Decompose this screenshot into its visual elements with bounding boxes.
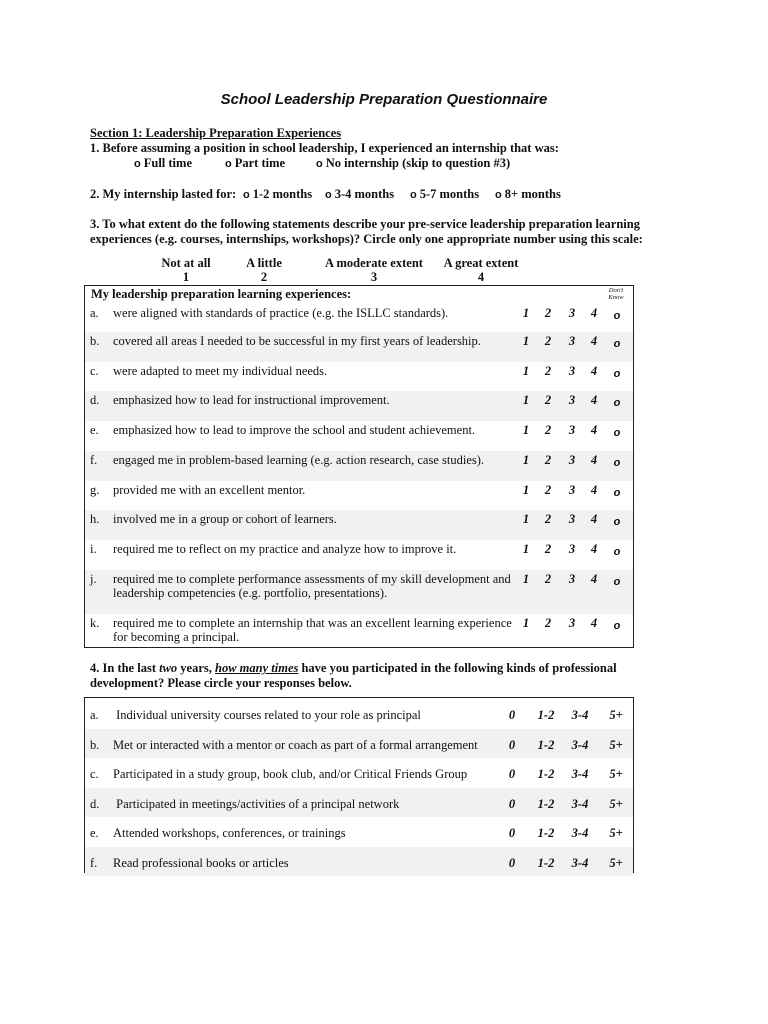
frequency-option-3[interactable]: 5+ <box>609 855 623 870</box>
q2-option-8-plus-months[interactable]: o 8+ months <box>495 187 561 201</box>
rating-option-4[interactable]: 4 <box>590 306 598 320</box>
rating-option-1[interactable]: 1 <box>522 423 530 437</box>
item-letter: b. <box>90 334 100 348</box>
row-content <box>85 364 633 394</box>
q2-option-1-2-months[interactable]: o 1-2 months <box>243 187 313 201</box>
dont-know-option[interactable]: o <box>613 620 621 632</box>
frequency-option-1[interactable]: 1-2 <box>537 767 555 781</box>
rating-option-1[interactable]: 1 <box>522 453 530 467</box>
q1-option-full-time[interactable]: o Full time <box>134 156 192 170</box>
frequency-option-0[interactable]: 0 <box>508 855 516 870</box>
table-row <box>85 332 633 362</box>
rating-option-2[interactable]: 2 <box>544 334 552 348</box>
rating-option-4[interactable]: 4 <box>590 334 598 348</box>
rating-option-4[interactable]: 4 <box>590 364 598 378</box>
table-row <box>85 570 633 614</box>
rating-option-1[interactable]: 1 <box>522 572 530 586</box>
dont-know-option[interactable]: o <box>613 576 621 588</box>
item-letter: a. <box>90 306 99 320</box>
item-letter: h. <box>90 512 100 526</box>
frequency-option-3[interactable]: 5+ <box>609 796 623 811</box>
radio-circle-icon: o <box>325 189 332 201</box>
frequency-option-2[interactable]: 3-4 <box>571 737 589 752</box>
leadership-experiences-table <box>84 285 634 648</box>
radio-circle-icon: o <box>243 189 250 201</box>
frequency-option-0[interactable]: 0 <box>508 708 516 722</box>
item-statement: engaged me in problem-based learning (e.g. action research, case studies). <box>113 453 485 467</box>
rating-option-3[interactable]: 3 <box>568 483 576 497</box>
radio-circle-icon: o <box>225 158 232 170</box>
frequency-option-0[interactable]: 0 <box>508 767 516 781</box>
item-letter: g. <box>90 483 100 497</box>
frequency-option-3[interactable]: 5+ <box>609 767 623 781</box>
rating-option-2[interactable]: 2 <box>544 423 552 437</box>
item-statement: covered all areas I needed to be successful in my first years of leadership. <box>113 334 481 348</box>
item-letter: e. <box>90 826 99 840</box>
item-statement: required me to complete an internship that was an excellent learning experience for becoming a principal. <box>113 616 512 644</box>
scale-label-4: A great extent 4 <box>443 256 519 284</box>
row-content <box>85 483 633 513</box>
table-row <box>85 304 633 328</box>
frequency-option-2[interactable]: 3-4 <box>571 855 589 870</box>
table-row <box>85 758 633 787</box>
rating-option-1[interactable]: 1 <box>522 364 530 378</box>
table-row <box>85 510 633 540</box>
dont-know-option[interactable]: o <box>613 516 621 528</box>
row-content <box>85 423 633 453</box>
table-row <box>85 847 633 876</box>
section-heading: Section 1: Leadership Preparation Experiences <box>90 126 342 140</box>
row-content <box>85 616 633 646</box>
frequency-option-2[interactable]: 3-4 <box>571 708 589 722</box>
item-letter: d. <box>90 796 100 811</box>
q2-option-3-4-months[interactable]: o 3-4 months <box>325 187 395 201</box>
frequency-option-2[interactable]: 3-4 <box>571 796 589 811</box>
row-content <box>85 512 633 542</box>
row-content <box>85 542 633 572</box>
item-statement: Participated in meetings/activities of a principal network <box>113 796 400 811</box>
table-row <box>85 421 633 451</box>
question-2-text: 2. My internship lasted for: <box>90 187 237 201</box>
table-row <box>85 729 633 758</box>
dont-know-option[interactable]: o <box>613 397 621 409</box>
rating-option-4[interactable]: 4 <box>590 393 598 407</box>
rating-option-2[interactable]: 2 <box>544 483 552 497</box>
dont-know-option[interactable]: o <box>613 427 621 439</box>
item-statement: Met or interacted with a mentor or coach as part of a formal arrangement <box>113 737 478 752</box>
rating-option-3[interactable]: 3 <box>568 572 576 586</box>
q1-option-part-time[interactable]: o Part time <box>225 156 286 170</box>
item-statement: Read professional books or articles <box>113 855 289 870</box>
item-statement: provided me with an excellent mentor. <box>113 483 306 497</box>
item-letter: c. <box>90 767 99 781</box>
rating-option-2[interactable]: 2 <box>544 512 552 526</box>
rating-option-3[interactable]: 3 <box>568 334 576 348</box>
table-row <box>85 540 633 570</box>
professional-development-table <box>84 697 634 873</box>
item-letter: d. <box>90 393 100 407</box>
item-letter: c. <box>90 364 99 378</box>
row-content <box>85 453 633 483</box>
dont-know-option[interactable]: o <box>613 457 621 469</box>
rating-option-1[interactable]: 1 <box>522 334 530 348</box>
rating-option-1[interactable]: 1 <box>522 393 530 407</box>
dont-know-option[interactable]: o <box>613 487 621 499</box>
rating-option-2[interactable]: 2 <box>544 364 552 378</box>
dont-know-option[interactable]: o <box>613 338 621 350</box>
frequency-option-3[interactable]: 5+ <box>609 826 623 840</box>
frequency-option-3[interactable]: 5+ <box>609 737 623 752</box>
rating-option-3[interactable]: 3 <box>568 423 576 437</box>
frequency-option-1[interactable]: 1-2 <box>537 855 555 870</box>
item-statement: required me to reflect on my practice and analyze how to improve it. <box>113 542 457 556</box>
rating-option-3[interactable]: 3 <box>568 616 576 630</box>
rating-option-3[interactable]: 3 <box>568 512 576 526</box>
rating-option-4[interactable]: 4 <box>590 453 598 467</box>
rating-option-1[interactable]: 1 <box>522 512 530 526</box>
rating-option-4[interactable]: 4 <box>590 423 598 437</box>
table-row <box>85 451 633 481</box>
frequency-option-0[interactable]: 0 <box>508 796 516 811</box>
frequency-option-0[interactable]: 0 <box>508 826 516 840</box>
item-letter: f. <box>90 855 98 870</box>
radio-circle-icon: o <box>410 189 417 201</box>
radio-circle-icon: o <box>316 158 323 170</box>
item-letter: e. <box>90 423 99 437</box>
rating-option-4[interactable]: 4 <box>590 542 598 556</box>
frequency-option-1[interactable]: 1-2 <box>537 796 555 811</box>
item-statement: required me to complete performance assessments of my skill development and leadership competencies (e.g. portfolio, presentations). <box>113 572 511 600</box>
rating-option-3[interactable]: 3 <box>568 306 576 320</box>
rating-option-2[interactable]: 2 <box>544 393 552 407</box>
rating-option-4[interactable]: 4 <box>590 512 598 526</box>
item-statement: were aligned with standards of practice (e.g. the ISLLC standards). <box>113 306 449 320</box>
scale-label-3: A moderate extent 3 <box>325 256 423 284</box>
frequency-option-1[interactable]: 1-2 <box>537 826 555 840</box>
scale-label-1: Not at all 1 <box>161 256 211 284</box>
item-letter: a. <box>90 708 99 722</box>
q2-option-5-7-months[interactable]: o 5-7 months <box>410 187 480 201</box>
table-row <box>85 817 633 846</box>
rating-option-3[interactable]: 3 <box>568 393 576 407</box>
row-content <box>85 306 633 330</box>
table-row <box>85 614 633 644</box>
row-content <box>85 572 633 616</box>
dont-know-option[interactable]: o <box>613 546 621 558</box>
rating-option-3[interactable]: 3 <box>568 453 576 467</box>
question-1-text: 1. Before assuming a position in school leadership, I experienced an internship that was: <box>90 141 559 155</box>
rating-option-3[interactable]: 3 <box>568 542 576 556</box>
item-letter: i. <box>90 542 97 556</box>
rating-option-4[interactable]: 4 <box>590 616 598 630</box>
frequency-option-1[interactable]: 1-2 <box>537 737 555 752</box>
item-statement: Attended workshops, conferences, or trainings <box>113 826 346 840</box>
item-statement: emphasized how to lead for instructional improvement. <box>113 393 390 407</box>
q1-option-no-internship[interactable]: o No internship (skip to question #3) <box>316 156 511 170</box>
table-row <box>85 362 633 392</box>
rating-option-3[interactable]: 3 <box>568 364 576 378</box>
frequency-option-1[interactable]: 1-2 <box>537 708 555 722</box>
item-letter: j. <box>90 572 97 586</box>
item-statement: Individual university courses related to your role as principal <box>113 708 421 722</box>
table-row <box>85 788 633 817</box>
table-row <box>85 699 633 728</box>
frequency-option-2[interactable]: 3-4 <box>571 826 589 840</box>
table-heading: My leadership preparation learning experiences: <box>91 287 352 301</box>
rating-option-1[interactable]: 1 <box>522 616 530 630</box>
rating-option-1[interactable]: 1 <box>522 542 530 556</box>
item-statement: involved me in a group or cohort of learners. <box>113 512 337 526</box>
dont-know-option[interactable]: o <box>613 310 621 322</box>
item-statement: emphasized how to lead to improve the school and student achievement. <box>113 423 476 437</box>
question-4-text: 4. In the last two years, how many times have you participated in the following kinds of professional development? Please circle your responses below. <box>90 661 617 690</box>
rating-option-4[interactable]: 4 <box>590 483 598 497</box>
dont-know-header: Don't Know <box>608 287 624 301</box>
rating-option-2[interactable]: 2 <box>544 306 552 320</box>
rating-option-2[interactable]: 2 <box>544 453 552 467</box>
item-letter: f. <box>90 453 98 467</box>
radio-circle-icon: o <box>134 158 141 170</box>
rating-option-1[interactable]: 1 <box>522 483 530 497</box>
rating-option-2[interactable]: 2 <box>544 542 552 556</box>
page-title: School Leadership Preparation Questionnaire <box>220 91 548 108</box>
rating-option-2[interactable]: 2 <box>544 572 552 586</box>
table-row <box>85 391 633 421</box>
frequency-option-0[interactable]: 0 <box>508 737 516 752</box>
rating-option-2[interactable]: 2 <box>544 616 552 630</box>
frequency-option-2[interactable]: 3-4 <box>571 767 589 781</box>
dont-know-option[interactable]: o <box>613 368 621 380</box>
rating-option-4[interactable]: 4 <box>590 572 598 586</box>
item-letter: k. <box>90 616 100 630</box>
item-statement: were adapted to meet my individual needs. <box>113 364 328 378</box>
question-3-text: 3. To what extent do the following statements describe your pre-service leadership preparation learning experiences (e.g. courses, internships, workshops)? Circle only one appropriate number using this scale: <box>90 217 643 246</box>
radio-circle-icon: o <box>495 189 502 201</box>
item-statement: Participated in a study group, book club, and/or Critical Friends Group <box>113 767 468 781</box>
row-content <box>85 334 633 364</box>
table-row <box>85 481 633 511</box>
item-letter: b. <box>90 737 100 752</box>
rating-option-1[interactable]: 1 <box>522 306 530 320</box>
frequency-option-3[interactable]: 5+ <box>609 708 623 722</box>
row-content <box>85 393 633 423</box>
scale-label-2: A little 2 <box>246 256 282 284</box>
